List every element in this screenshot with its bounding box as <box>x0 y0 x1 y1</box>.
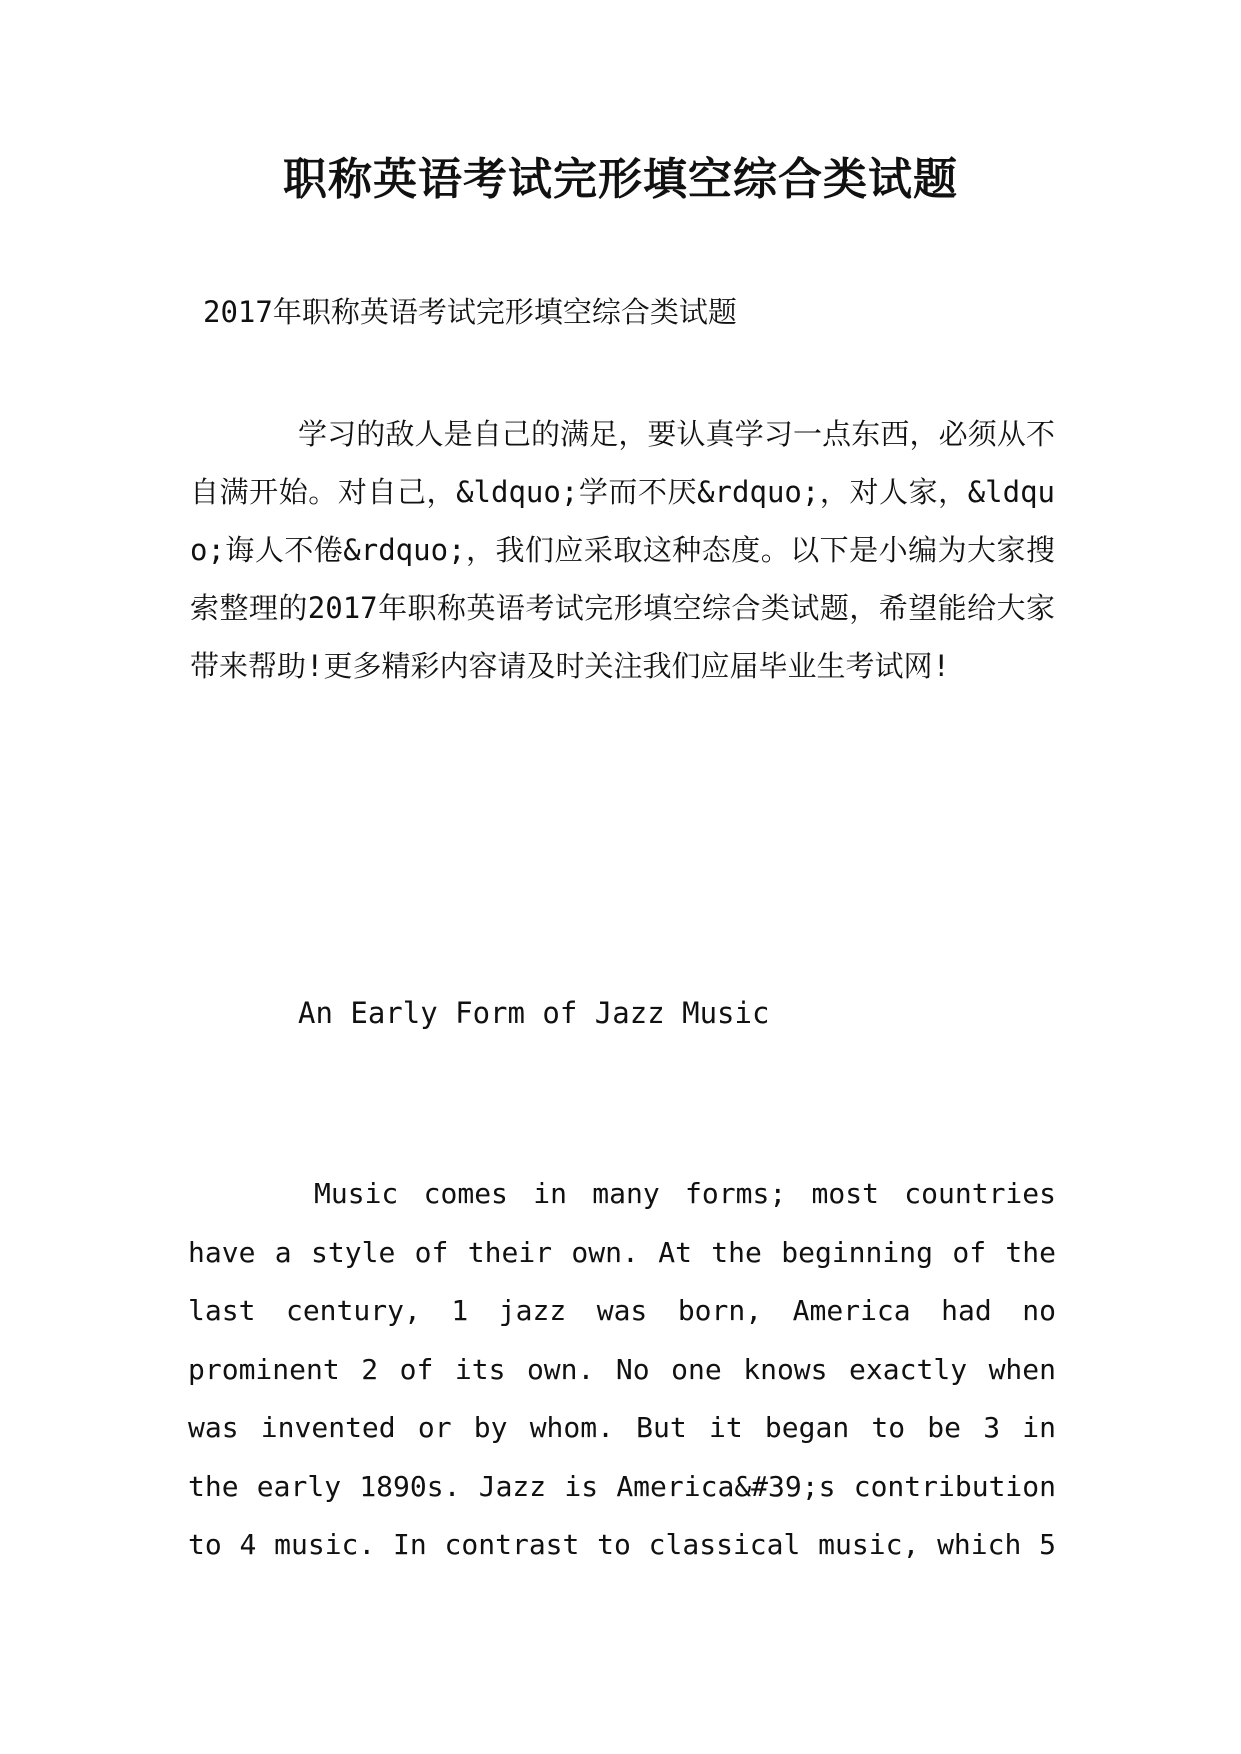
document-title: 职称英语考试完形填空综合类试题 <box>283 154 958 205</box>
intro-paragraph: 学习的敌人是自己的满足，要认真学习一点东西，必须从不自满开始。对自己，&ldquo;学而不厌&rdquo;，对人家，&ldquo;诲人不倦&rdquo;，我们应采取这种态度。以下是小编为大家搜索整理的2017年职称英语考试完形填空综合类试题，希望能给大家带来帮助!更多精彩内容请及时关注我们应届毕业生考试网! <box>190 417 1055 683</box>
document-subtitle: 2017年职称英语考试完形填空综合类试题 <box>203 295 737 329</box>
cloze-passage: Music comes in many forms; most countries have a style of their own. At the beginning of the last century, 1 jazz was born, America had no prominent 2 of its own. No one knows exactly when was invented or by whom. But it began to be 3 in the early 1890s. Jazz is America&#39;s contribution to 4 music. In contrast to classical music, which 5 <box>188 1177 1056 1561</box>
section-heading: An Early Form of Jazz Music <box>298 996 770 1030</box>
